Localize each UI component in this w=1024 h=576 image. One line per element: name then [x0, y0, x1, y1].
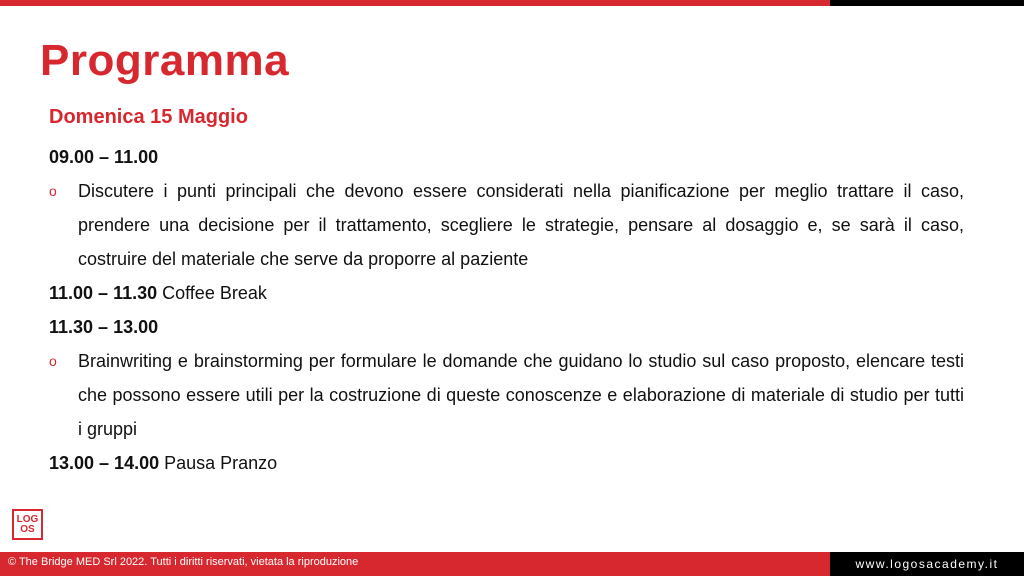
- activity-label: Pausa Pranzo: [164, 453, 278, 473]
- schedule-row: [49, 446, 964, 480]
- schedule-list: [49, 140, 964, 480]
- activity-label: Coffee Break: [162, 283, 267, 303]
- footer: [0, 552, 1024, 576]
- bullet-circle-icon: o: [49, 353, 57, 369]
- activity-bullet: [49, 174, 964, 276]
- schedule-row: [49, 140, 964, 174]
- time-range: 13.00 – 14.00: [49, 453, 165, 473]
- time-range: 11.30 – 13.00: [49, 317, 159, 337]
- logo-text-top: LOG: [16, 513, 39, 525]
- top-accent-bar: [0, 0, 830, 6]
- activity-text: Discutere i punti principali che devono essere considerati nella pianificazione per meglio trattare il caso, prendere una decisione per il trattamento, scegliere le strategie, pensare al dosaggio e, se sarà il caso, costruire del materiale che serve da proporre al paziente: [78, 181, 964, 269]
- footer-copyright: © The Bridge MED Srl 2022. Tutti i diritti riservati, vietata la riproduzione: [0, 552, 830, 576]
- logo-text-bottom: OS: [20, 523, 35, 535]
- schedule-row: [49, 276, 964, 310]
- time-range: 09.00 – 11.00: [49, 147, 159, 167]
- day-heading: Domenica 15 Maggio: [49, 106, 248, 128]
- schedule-row: [49, 310, 964, 344]
- logos-logo: [12, 509, 43, 540]
- slide-title: Programma: [40, 36, 290, 85]
- activity-text: Brainwriting e brainstorming per formulare le domande che guidano lo studio sul caso proposto, elencare testi che possono essere utili per la costruzione di queste conoscenze e elaborazione di materiale di studio per tutti i gruppi: [78, 351, 964, 439]
- bullet-circle-icon: o: [49, 183, 57, 199]
- activity-bullet: [49, 344, 964, 446]
- footer-website: www.logosacademy.it: [830, 552, 1024, 576]
- top-dark-bar: [830, 0, 1024, 6]
- time-range: 11.00 – 11.30: [49, 283, 163, 303]
